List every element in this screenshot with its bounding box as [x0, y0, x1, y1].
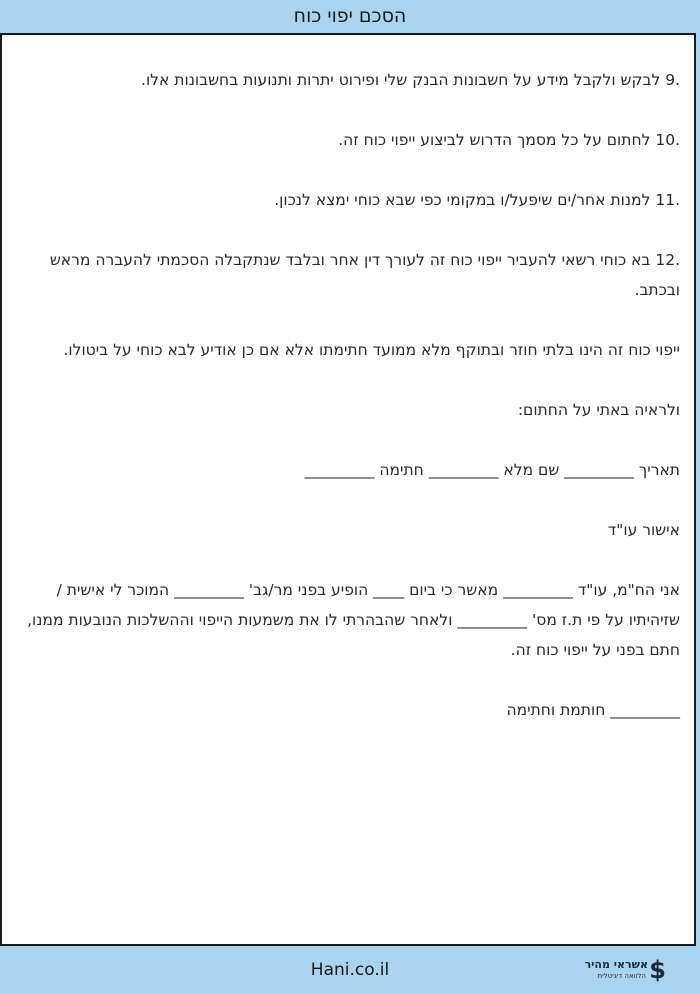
document-header — [0, 0, 700, 33]
lawyer-approval-heading: אישור עו"ד — [607, 521, 680, 539]
dollar-icon: $ — [649, 956, 666, 984]
document-body — [16, 65, 680, 755]
lawyer-approval-text: אני הח"מ, עו"ד _________ מאשר כי ביום ____ הופיע בפני מר/גב' _________ המוכר לי אישית / שזיהיתיו על פי ת.ז מס' _________ ולאחר שהבהרתי לו את משמעות הייפוי וההשלכות הנובעות ממנו, חתם בפני על ייפוי כוח זה. — [27, 581, 680, 659]
logo-name: אשראי מהיר — [584, 958, 648, 971]
logo-tagline: הלוואה דיגיטלית — [597, 972, 646, 980]
footer-bar — [0, 946, 700, 990]
clause-9: .9 לבקש ולקבל מידע על חשבונות הבנק שלי ופירוט יתרות ותנועות בחשבונות אלו. — [141, 71, 680, 89]
irrevocability-clause: ייפוי כוח זה הינו בלתי חוזר ובתוקף מלא ממועד חתימתו אלא אם כן אודיע לבא כוחי על ביטולו. — [63, 341, 680, 359]
document-page — [0, 33, 696, 946]
signature-line: תאריך _________ שם מלא _________ חתימה _________ — [304, 461, 680, 479]
stamp-signature-line: _________ חותמת וחתימה — [506, 701, 680, 719]
document-title: הסכם יפוי כוח — [293, 5, 407, 27]
clause-10: .10 לחתום על כל מסמך הדרוש לביצוע ייפוי כוח זה. — [338, 131, 680, 149]
witness-statement: ולראיה באתי על החתום: — [517, 401, 680, 419]
clause-11: .11 למנות אחר/ים שיפעל/ו במקומי כפי שבא כוחי ימצא לנכון. — [274, 191, 680, 209]
clause-12: .12 בא כוחי רשאי להעביר ייפוי כוח זה לעורך דין אחר ובלבד שנתקבלה הסכמתי להעברה מראש ובכתב. — [49, 251, 680, 299]
brand-logo — [586, 958, 666, 984]
site-url: Hani.co.il — [310, 960, 390, 980]
